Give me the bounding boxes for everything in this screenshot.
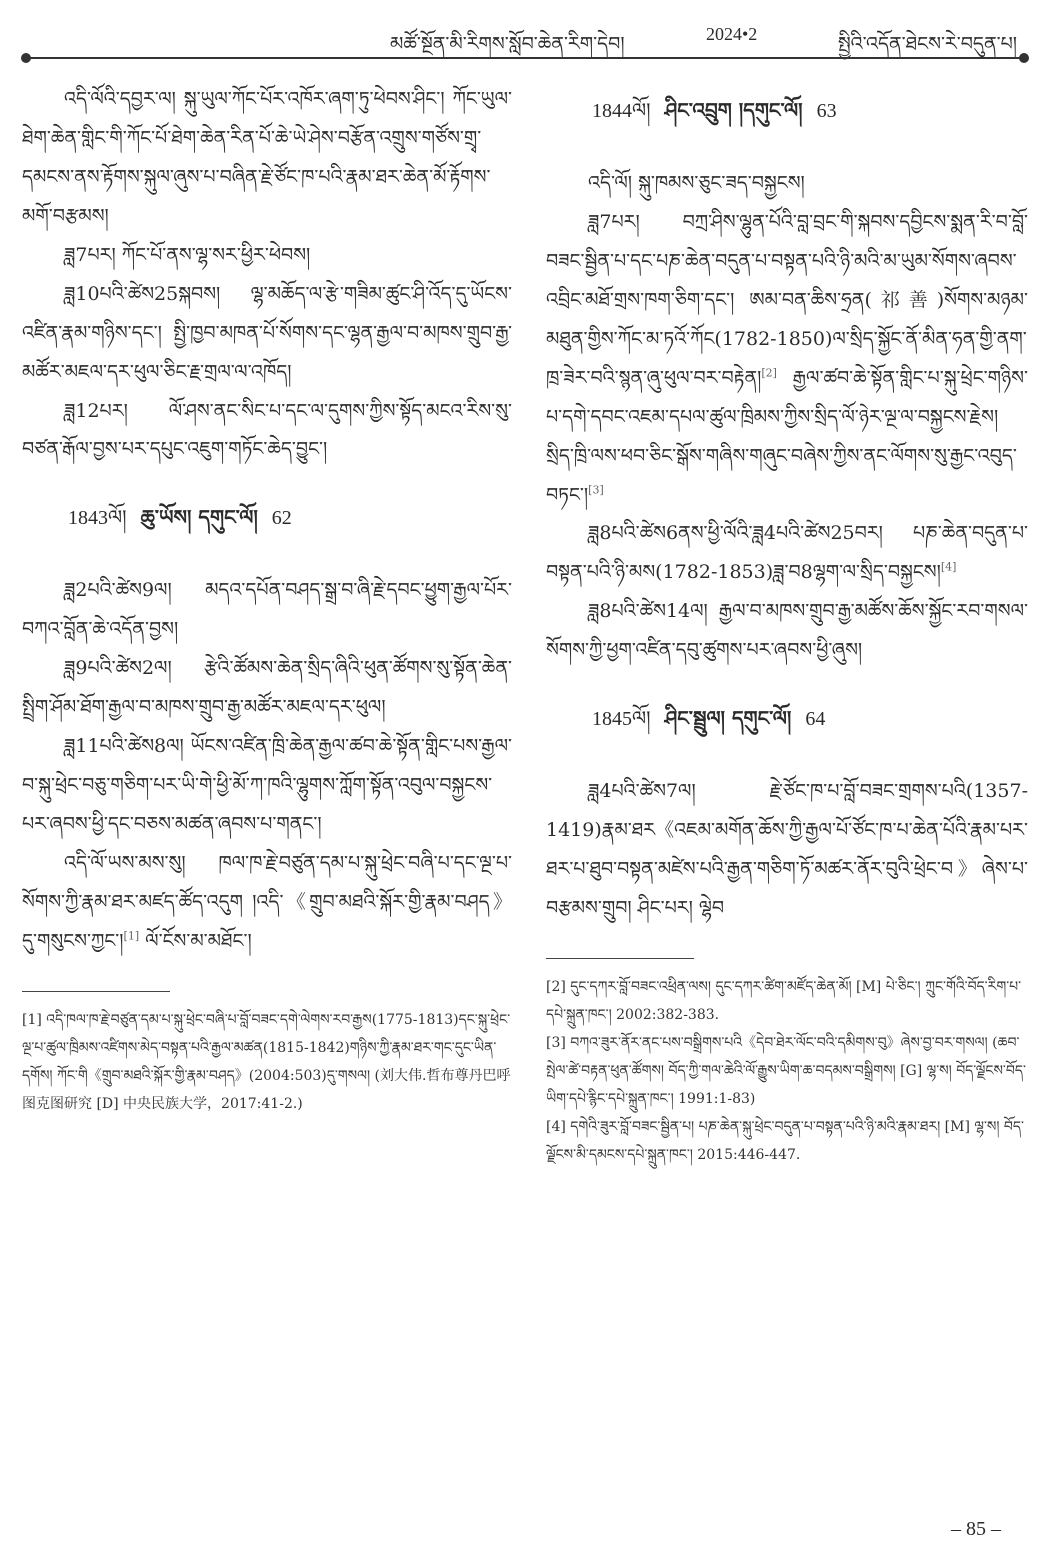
- left-column: [22, 80, 512, 1480]
- page-number: – 85 –: [951, 1518, 1001, 1540]
- paragraph-text: ཟླ7པར། བཀྲ་ཤིས་ལྷུན་པོའི་བླ་བྲང་གི་སྐབས་དབྱིངས་སྨན་རི་བ་བློ་བཟང་སྦྱིན་པ་དང་པཎ་ཆེན་བདུན་པ་བསྟན་པའི་ཉི་མའི་མ་ཡུམ་སོགས་ཞབས་འབྲིང་མཐོ་གྲས་ཁག་ཅིག་དང་། ཨམ་བན་ཆིས་ཧྲན(: [546, 210, 1028, 311]
- footnote-ref: [4]: [940, 561, 957, 575]
- paragraph: [546, 203, 1028, 515]
- footnote: [2] དུང་དཀར་བློ་བཟང་འཕྲིན་ལས། དུང་དཀར་ཚིག་མཛོད་ཆེན་མོ། [M] པེ་ཅིང་། ཀྲུང་གོའི་བོད་རིག་པ་དཔེ་སྐྲུན་ཁང་། 2002:382-383.: [546, 978, 1022, 1023]
- section-title: ཤིང་འབྲུག །དགུང་ལོ།: [664, 98, 803, 122]
- paragraph-text: འདི་ལོ་ཡས་མས་སུ། ཁལ་ཁ་རྗེ་བཙུན་དམ་པ་སྐུ་ཕྲེང་བཞི་པ་དང་ལྔ་པ་སོགས་ཀྱི་རྣམ་ཐར་མཛད་ཚོད་འདུག །འདི་《གྲུབ་མཐའི་སྐོར་གྱི་རྣམ་བཤད》དུ་གསུངས་ཀྱང་།: [22, 851, 512, 952]
- paragraph: འདི་ལོ། སྐུ་ཁམས་ཅུང་ཟད་བསྐྱངས།: [588, 172, 805, 194]
- section-title: ཤིང་སྦྲུལ། དགུང་ལོ།: [664, 706, 792, 731]
- footnote: [1] འདི་ཁལ་ཁ་རྗེ་བཙུན་དམ་པ་སྐུ་ཕྲེང་བཞི་པ་བློ་བཟང་དགེ་ལེགས་རབ་རྒྱས(1775-1813)དང་སྐུ་ཕྲེང་ལྔ་པ་ཚུལ་ཁྲིམས་འཛིགས་མེད་བསྟན་པའི་རྒྱལ་མཚན(1815-1842)གཉིས་ཀྱི་རྣམ་ཐར་གང་དུང་ཡིན་དགོས། ཀོང་གི《གྲུབ་མཐའི་སྐོར་གྱི་རྣམ་བཤད》(2004:503)དུ་གསལ། (刘大伟.哲布尊丹巴呼图克图研究 [D] 中央民族大学，2017:41-2.): [22, 1011, 511, 1112]
- section-heading-1844: [592, 88, 1028, 144]
- footnote-ref: [3]: [588, 483, 604, 497]
- section-age: 62: [271, 507, 292, 530]
- footnote-ref: [2]: [761, 366, 777, 380]
- paragraph: འདི་ལོའི་དབྱར་ལ། སྐུ་ཡུལ་ཀོང་པོར་འཁོར་ཞག་ཏུ་ཕེབས་ཤིང་། ཀོང་ཡུལ་ཐེག་ཆེན་གླིང་གི་ཀོང་པོ་ཐེག་ཆེན་རིན་པོ་ཆེ་ཡེ་ཤེས་བརྩོན་འགྲུས་གཙོས་གྲྭ་དམངས་ནས་རྟོགས་སྐུལ་ཞུས་པ་བཞིན་རྗེ་ཙོང་ཁ་པའི་རྣམ་ཐར་ཆེན་མོ་རྟོགས་མགོ་བརྩམས།: [22, 88, 512, 227]
- footnote-rule: [546, 958, 694, 959]
- section-age: 63: [816, 100, 837, 122]
- paragraph: ཟླ12པར། ལོ་ཤས་ནང་སིང་པ་དང་ལ་དུགས་ཀྱིས་སྟོད་མངའ་རིས་སུ་བཙན་རྒོལ་བྱས་པར་དཔུང་འཇུག་གཏོང་ཆེད་བྱུང་།: [22, 399, 512, 461]
- section-year: 1844ལོ།: [592, 100, 651, 122]
- right-column: [546, 80, 1028, 1490]
- section-age: 64: [805, 708, 826, 731]
- article-running-title: སྤྱིའི་འདོན་ཐེངས་རེ་བདུན་པ།: [837, 33, 1017, 55]
- footnote: [3] བཀའ་ཟུར་ནོར་ནང་པས་བསྒྲིགས་པའི《དེབ་ཐེར་ལོང་བའི་དམིགས་བུ》ཞེས་བྱ་བར་གསལ། (ཆབ་སྤེལ་ཚེ་བརྟན་ཕུན་ཚོགས། བོད་ཀྱི་གལ་ཆེའི་ལོ་རྒྱུས་ཡིག་ཆ་བདམས་བསྒྲིགས། [G] ལྷ་ས། བོད་ལྗོངས་བོད་ཡིག་དཔེ་རྙིང་དཔེ་སྐྲུན་ཁང་། 1991:1-83): [546, 1034, 1026, 1107]
- paragraph: ཟླ11པའི་ཚེས8ལ། ཡོངས་འཛིན་ཁྲི་ཆེན་རྒྱལ་ཚབ་ཆེ་སྟོན་གླིང་པས་རྒྱལ་བ་སྐུ་ཕྲེང་བཅུ་གཅིག་པར་ཡི་གེ་ཕྱི་མོ་ཀ་ཁའི་ལྷུགས་ཀློག་སྟོན་འབུལ་བསྐྱངས་པར་ཞབས་ཕྱི་དང་བཅས་མཚན་ཞབས་པ་གནང་།: [22, 735, 512, 835]
- footnote: [4] དགེའི་ཟུར་བློ་བཟང་སྦྱིན་པ། པཎ་ཆེན་སྐུ་ཕྲེང་བདུན་པ་བསྟན་པའི་ཉི་མའི་རྣམ་ཐར། [M] ལྷ་ས། བོད་ལྗོངས་མི་དམངས་དཔེ་སྐྲུན་ཁང་། 2015:446-447.: [546, 1118, 1024, 1163]
- paragraph: ཟླ2པའི་ཚེས9ལ། མདའ་དཔོན་བཤད་སྒྲ་བ་ཞི་རྗེ་དབང་ཕྱུག་རྒྱལ་པོར་བཀའ་བློན་ཆེ་འདོན་བྱས།: [22, 579, 512, 641]
- section-heading-1845: [592, 696, 1028, 752]
- paragraph: ཟླ8པའི་ཚེས14ལ། རྒྱལ་བ་མཁས་གྲུབ་རྒྱ་མཚོས་ཆོས་སྐྱོང་རབ་གསལ་སོགས་ཀྱི་ཕྱག་འཛིན་དབུ་ཚུགས་པར་ཞབས་ཕྱི་ཞུས།: [546, 600, 1028, 662]
- chinese-name: 祁善: [871, 288, 937, 311]
- section-title: ཆུ་ཡོས། དགུང་ལོ།: [140, 505, 258, 530]
- section-year: 1843ལོ།: [68, 507, 127, 530]
- issue-number: 2024•2: [706, 24, 758, 44]
- paragraph-text: ཟླ8པའི་ཚེས6ནས་ཕྱི་ལོའི་ཟླ4པའི་ཚེས25བར། པཎ་ཆེན་བདུན་པ་བསྟན་པའི་ཉི་མས(1782-1853)ཟླ་བ8ལྷག་ལ་སྲིད་བསྐྱངས།: [546, 522, 1028, 584]
- paragraph-text: ལོ་ངོས་མ་མཐོང་།: [139, 929, 252, 952]
- paragraph-text: རྒྱལ་ཚབ་ཆེ་སྟོན་གླིང་པ་སྐུ་ཕྲེང་གཉིས་པ་དགེ་དབང་འཇམ་དཔལ་ཚུལ་ཁྲིམས་ཀྱིས་སྲིད་ལོ་ཉེར་ལྔ་ལ་བསྐྱངས་རྗེས། སྲིད་ཁྲི་ལས་ཕབ་ཅིང་སྒོས་གཞིས་གཞུང་བཞེས་ཀྱིས་ནང་ལོགས་སུ་རྒྱང་འབུད་བཏང་།: [546, 366, 1028, 506]
- paragraph: ཟླ10པའི་ཚེས25སྐབས། ལྷ་མཆོད་ལ་རྩེ་གཟིམ་ཚུང་ཤི་འོད་དུ་ཡོངས་འཛིན་རྣམ་གཉིས་དང་། སྤྱི་ཁྱབ་མཁན་པོ་སོགས་དང་ལྷན་རྒྱལ་བ་མཁས་གྲུབ་རྒྱ་མཚོར་མཇལ་དར་ཕུལ་ཅིང་རྗ་གྲལ་ལ་འཁོད།: [22, 282, 512, 383]
- paragraph-text: )སོགས་མཉམ་མཐུན་གྱིས་ཀོང་མ་ཏའོ་ཀོང(1782-1850)ལ་སྲིད་སྐྱོང་ནོ་མིན་ཧན་གྱི་ནག་ཁྲ་ཟེར་བའི་སྙན་ཞུ་ཕུལ་བར་བརྟེན།: [546, 288, 1028, 389]
- header-rule: [26, 57, 1026, 59]
- paragraph: ཟླ7པར། ཀོང་པོ་ནས་ལྷ་སར་ཕྱིར་ཕེབས།: [64, 243, 311, 266]
- footnote-ref: [1]: [123, 929, 140, 943]
- footnote-rule: [22, 991, 170, 992]
- paragraph: ཟླ4པའི་ཚེས7ལ། རྗེ་ཙོང་ཁ་པ་བློ་བཟང་གྲགས་པའི(1357-1419)རྣམ་ཐར《འཇམ་མགོན་ཆོས་ཀྱི་རྒྱལ་པོ་ཙོང་ཁ་པ་ཆེན་པོའི་རྣམ་པར་ཐར་པ་ཐུབ་བསྟན་མཛེས་པའི་རྒྱན་གཅིག་ཏོ་མཚར་ནོར་བུའི་ཕྲེང་བ》ཞེས་པ་བརྩམས་གྲུབ། ཤིང་པར། ལྷེབ: [546, 780, 1028, 919]
- section-heading-1843: [68, 495, 512, 551]
- section-year: 1845ལོ།: [592, 708, 651, 731]
- paragraph: [546, 514, 1028, 592]
- running-header: [0, 0, 1041, 64]
- journal-title: མཚོ་སྔོན་མི་རིགས་སློབ་ཆེན་རིག་དེབ།: [390, 33, 625, 55]
- paragraph: ཟླ9པའི་ཚེས2ལ། རྩེའི་ཚོམས་ཆེན་སྲིད་ཞིའི་ཕུན་ཚོགས་སུ་སྟོན་ཆེན་སྤྲིག་ཤོམ་ཐོག་རྒྱལ་བ་མཁས་གྲུབ་རྒྱ་མཚོར་མཇལ་དར་ཕུལ།: [22, 657, 512, 719]
- header-rule-dot-right: [1019, 53, 1029, 63]
- paragraph: [22, 844, 512, 961]
